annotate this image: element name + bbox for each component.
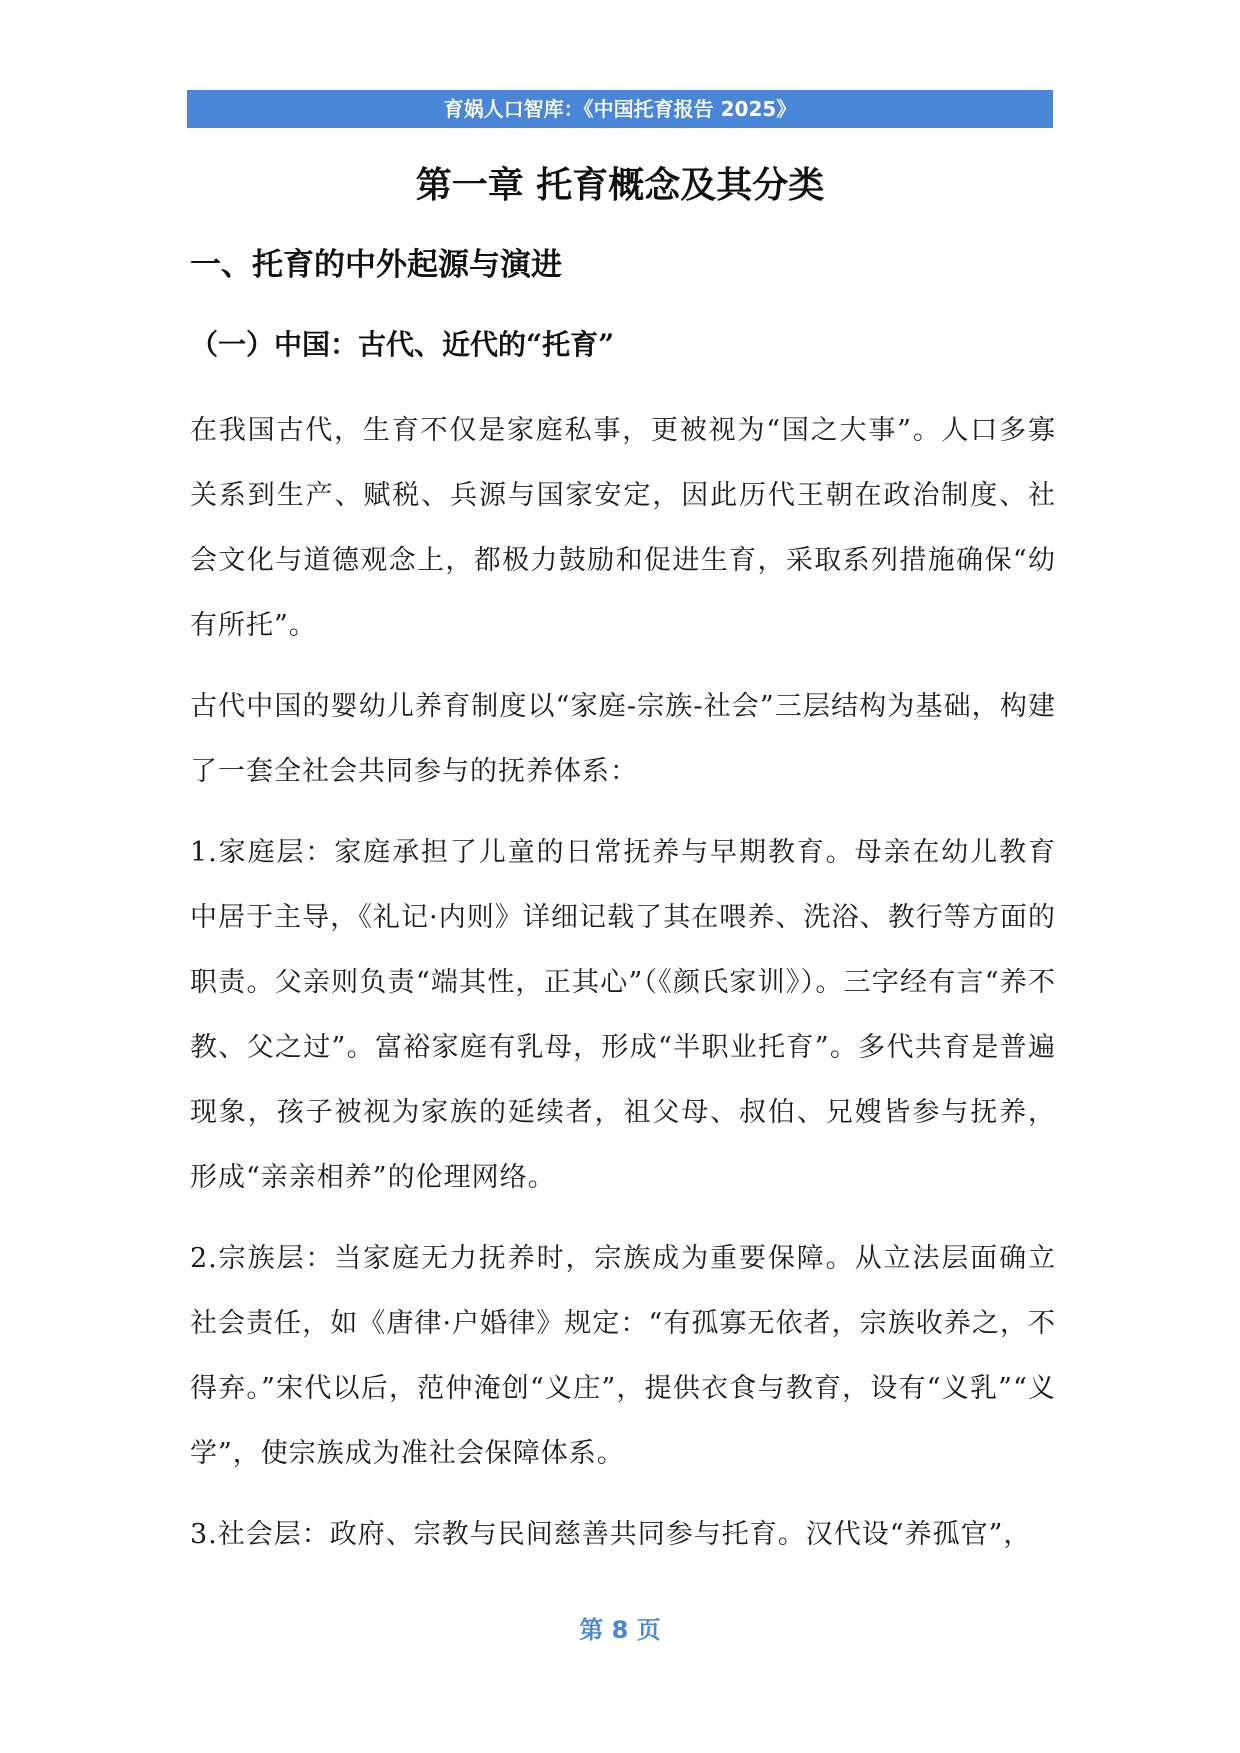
paragraph-intro: 在我国古代，生育不仅是家庭私事，更被视为“国之大事”。人口多寡关系到生产、赋税、兵源与国家安定，因此历代王朝在政治制度、社会文化与道德观念上，都极力鼓励和促进生育，采取系列措施确保“幼有所托”。 <box>190 415 1056 641</box>
paragraph-society-layer: 3.社会层：政府、宗教与民间慈善共同参与托育。汉代设“养孤官”， <box>190 1519 1032 1550</box>
chapter-title: 第一章 托育概念及其分类 <box>415 165 825 206</box>
paragraph-structure: 古代中国的婴幼儿养育制度以“家庭-宗族-社会”三层结构为基础，构建了一套全社会共同参与的抚养体系： <box>190 691 1056 787</box>
section-heading: 一、托育的中外起源与演进 <box>190 247 562 283</box>
subsection-heading: （一）中国：古代、近代的“托育” <box>190 328 615 361</box>
paragraph-family-layer: 1.家庭层：家庭承担了儿童的日常抚养与早期教育。母亲在幼儿教育中居于主导，《礼记·内则》详细记载了其在喂养、洗浴、教行等方面的职责。父亲则负责“端其性，正其心”（《颜氏家训》）。三字经有言“养不教、父之过”。富裕家庭有乳母，形成“半职业托育”。多代共育是普遍现象，孩子被视为家族的延续者，祖父母、叔伯、兄嫂皆参与抚养，形成“亲亲相养”的伦理网络。 <box>190 837 1056 1193</box>
page-number: 第 8 页 <box>579 1616 661 1644</box>
paragraph-clan-layer: 2.宗族层：当家庭无力抚养时，宗族成为重要保障。从立法层面确立社会责任，如《唐律·户婚律》规定：“有孤寡无依者，宗族收养之，不得弃。”宋代以后，范仲淹创“义庄”，提供衣食与教育，设有“义乳”“义学”，使宗族成为准社会保障体系。 <box>190 1243 1056 1469</box>
report-header-banner: 育娲人口智库：《中国托育报告 2025》 <box>187 90 1053 128</box>
body-text <box>190 398 1056 1583</box>
